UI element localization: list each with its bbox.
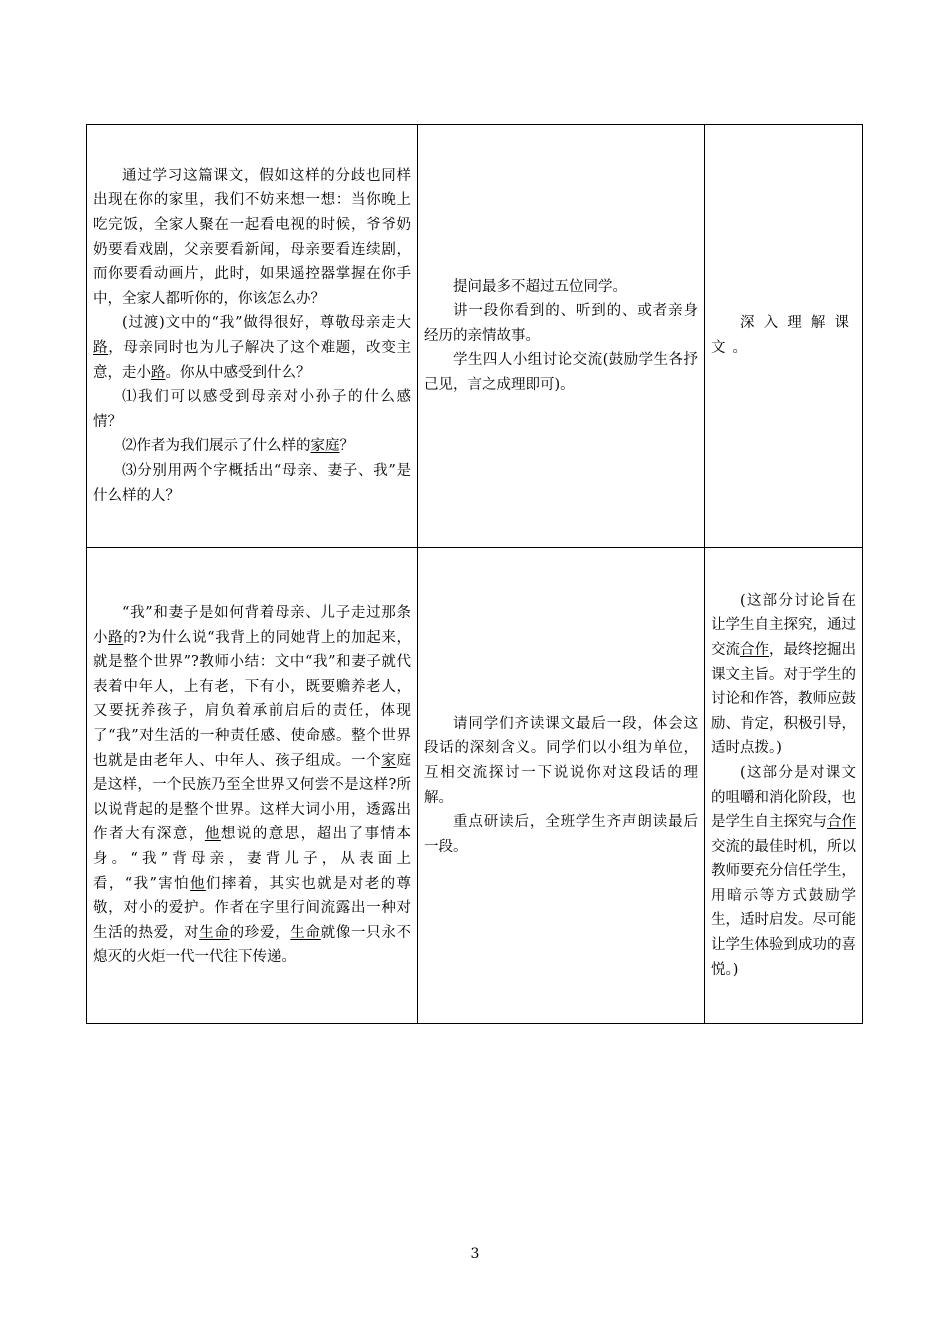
underlined-word: 他 [190, 875, 206, 892]
design-intent-cell [705, 125, 863, 548]
paragraph: (这部分是对课文的咀嚼和消化阶段，也是学生自主探究与合作交流的最佳时机，所以教师要充分信任学生，用暗示等方式鼓励学生，适时启发。尽可能让学生体验到成功的喜悦。) [711, 764, 856, 978]
paragraph: ⑵作者为我们展示了什么样的家庭？ [122, 438, 354, 455]
paragraph: 提问最多不超过五位同学。 [453, 278, 627, 295]
paragraph: ⑴我们可以感受到母亲对小孙子的什么感情？ [93, 389, 411, 430]
student-activity-cell [418, 548, 705, 1024]
underlined-word: 他 [204, 826, 221, 843]
lesson-plan-table [86, 124, 863, 1024]
paragraph: 讲一段你看到的、听到的、或者亲身经历的亲情故事。 [424, 303, 698, 344]
paragraph: ⑶分别用两个字概括出“母亲、妻子、我”是什么样的人？ [93, 462, 411, 504]
paragraph: 深入理解课文。 [711, 315, 856, 356]
design-intent-cell [705, 548, 863, 1024]
underlined-word: 生命 [290, 924, 321, 941]
paragraph: (过渡)文中的“我”做得很好，尊敬母亲走大路，母亲同时也为儿子解决了这个难题，改变主意，走小路。你从中感受到什么？ [93, 315, 412, 381]
student-activity-cell [418, 125, 705, 548]
paragraph: (这部分讨论旨在让学生自主探究，通过交流合作，最终挖掘出课文主旨。对于学生的讨论和作答，教师应鼓励、肯定，积极引导，适时点拨。) [711, 592, 856, 757]
teacher-activity-cell [87, 125, 418, 548]
teacher-activity-cell [87, 548, 418, 1024]
underlined-word: 家 [381, 752, 397, 769]
paragraph: 请同学们齐读课文最后一段，体会这段话的深刻含义。同学们以小组为单位，互相交流探讨一下说说你对这段话的理解。 [424, 715, 698, 806]
paragraph: 通过学习这篇课文，假如这样的分歧也同样出现在你的家里，我们不妨来想一想：当你晚上吃完饭，全家人聚在一起看电视的时候，爷爷奶奶要看戏剧，父亲要看新闻，母亲要看连续剧，而你要看动画片，此时，如果遥控器掌握在你手中，全家人都听你的，你该怎么办？ [93, 167, 411, 307]
table-row [87, 125, 863, 548]
underlined-word: 合作 [827, 814, 856, 831]
underlined-word: 路 [108, 629, 124, 646]
page-number: 3 [470, 1246, 480, 1262]
underlined-word: 合作 [740, 641, 769, 658]
table-row [87, 548, 863, 1024]
paragraph: 重点研读后，全班学生齐声朗读最后一段。 [424, 814, 698, 855]
paragraph: “我”和妻子是如何背着母亲、儿子走过那条小路的?为什么说“我背上的同她背上的加起来，就是整个世界”?教师小结：文中“我”和妻子就代表着中年人，上有老，下有小，既要赡养老人，又要抚养孩子，肩负着承前启后的责任，体现了“我”对生活的一种责任感、使命感。整个世界也就是由老年人、中年人、孩子组成。一个家庭是这样，一个民族乃至全世界又何尝不是这样?所以说背起的是整个世界。这样大词小用，透露出作者大有深意，他想说的意思，超出了事情本身。“我”背母亲，妻背儿子，从表面上看，“我”害怕他们摔着，其实也就是对老的尊敬，对小的爱护。作者在字里行间流露出一种对生活的热爱，对生命的珍爱，生命就像一只永不熄灭的火炬一代一代往下传递。 [93, 605, 412, 966]
underlined-word: 生命 [199, 924, 230, 941]
underlined-word: 家庭 [310, 438, 340, 455]
underlined-word: 路 [93, 340, 109, 356]
underlined-word: 路 [151, 364, 166, 381]
paragraph: 学生四人小组讨论交流(鼓励学生各抒己见，言之成理即可)。 [424, 352, 698, 393]
